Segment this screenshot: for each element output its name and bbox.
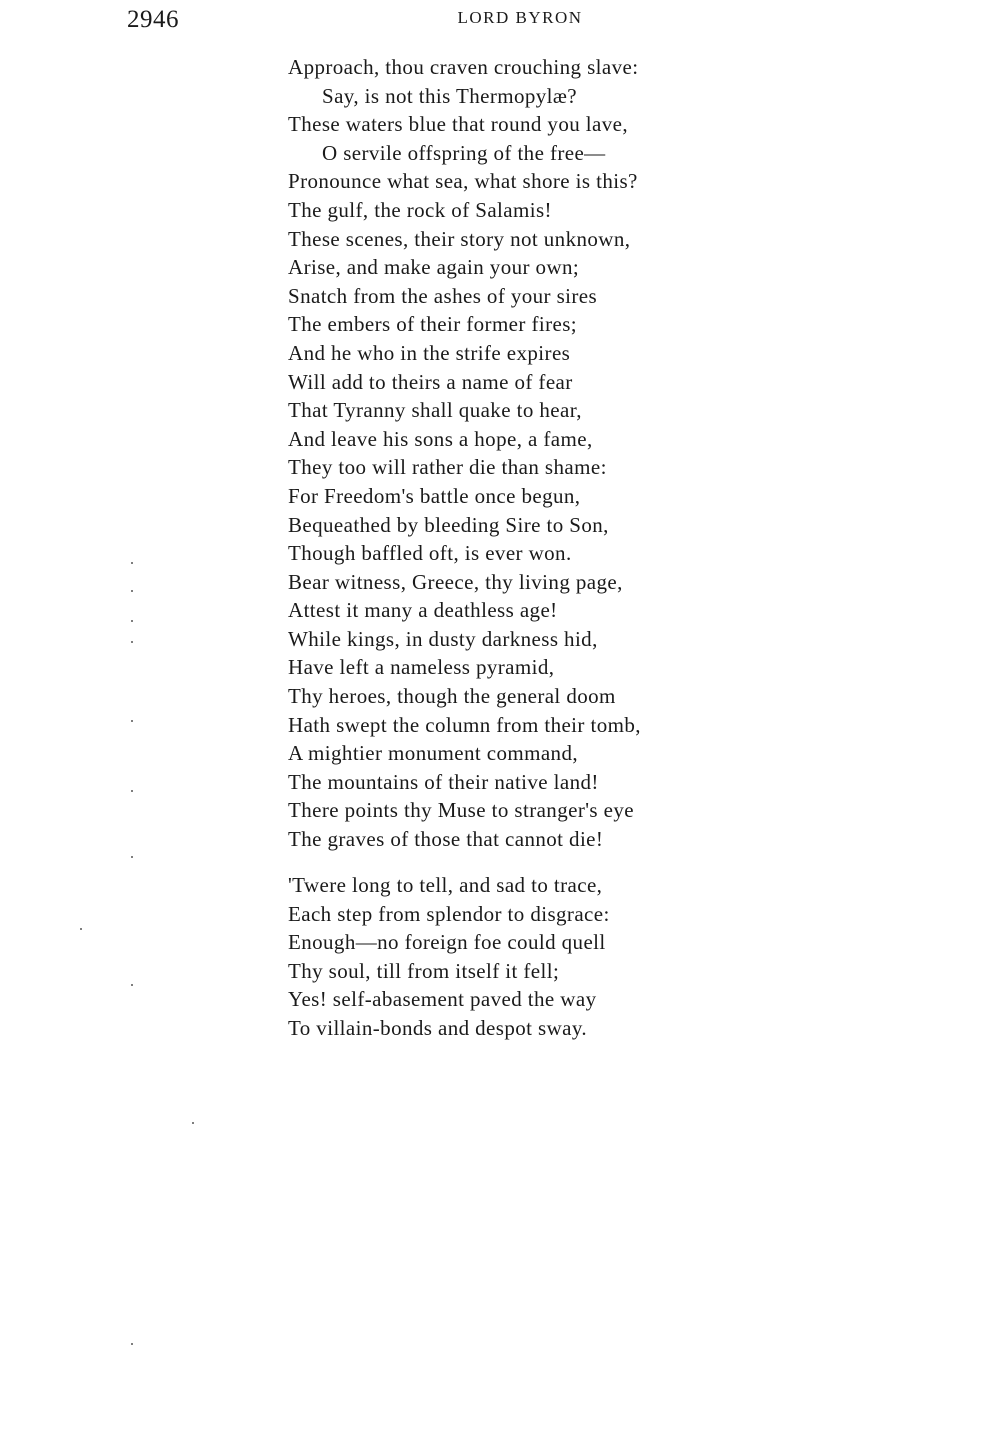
verse-line: O servile offspring of the free—	[322, 140, 606, 165]
verse-line: Bequeathed by bleeding Sire to Son,	[288, 512, 609, 537]
verse-line: These scenes, their story not unknown,	[288, 226, 631, 251]
verse-line: Snatch from the ashes of your sires	[288, 283, 598, 308]
verse-line: The mountains of their native land!	[288, 769, 599, 794]
scan-speck	[131, 790, 133, 792]
scan-speck	[131, 641, 133, 643]
running-head: LORD BYRON	[457, 8, 583, 27]
verse-line: These waters blue that round you lave,	[288, 112, 629, 137]
verse-line: Will add to theirs a name of fear	[288, 369, 573, 394]
verse-line: That Tyranny shall quake to hear,	[288, 398, 582, 423]
scan-speck	[131, 856, 133, 858]
verse-line: Attest it many a deathless age!	[288, 598, 558, 623]
verse-line: Thy soul, till from itself it fell;	[288, 958, 560, 983]
scan-speck	[192, 1122, 194, 1124]
scan-speck	[131, 590, 133, 592]
scan-speck	[131, 984, 133, 986]
verse-line: Yes! self-abasement paved the way	[288, 987, 597, 1012]
scan-speck	[80, 928, 82, 930]
verse-line: 'Twere long to tell, and sad to trace,	[288, 873, 603, 897]
stanza-1	[288, 53, 641, 854]
verse-line: Each step from splendor to disgrace:	[288, 901, 610, 926]
scan-speck	[131, 720, 133, 722]
verse-line: The embers of their former fires;	[288, 312, 577, 337]
verse-line: Say, is not this Thermopylæ?	[322, 83, 578, 108]
verse-line: Thy heroes, though the general doom	[288, 684, 616, 709]
scan-speck	[131, 1343, 133, 1345]
page-number: 2946	[127, 6, 179, 33]
verse-line: And he who in the strife expires	[288, 340, 571, 365]
verse-line: And leave his sons a hope, a fame,	[288, 426, 593, 451]
verse-line: For Freedom's battle once begun,	[288, 483, 581, 508]
verse-line: Enough—no foreign foe could quell	[288, 930, 606, 955]
scan-speck	[131, 620, 133, 622]
verse-line: Bear witness, Greece, thy living page,	[288, 569, 623, 594]
verse-line: There points thy Muse to stranger's eye	[288, 798, 634, 823]
verse-line: Have left a nameless pyramid,	[288, 655, 555, 680]
verse-line: The gulf, the rock of Salamis!	[288, 197, 552, 222]
verse-line: Though baffled oft, is ever won.	[288, 541, 572, 566]
verse-line: While kings, in dusty darkness hid,	[288, 626, 598, 651]
stanza-2	[288, 871, 610, 1043]
verse-line: Arise, and make again your own;	[288, 255, 580, 280]
scan-speck	[131, 562, 133, 564]
verse-line: Pronounce what sea, what shore is this?	[288, 169, 638, 194]
verse-line: Hath swept the column from their tomb,	[288, 712, 641, 737]
verse-line: They too will rather die than shame:	[288, 455, 607, 480]
verse-line: The graves of those that cannot die!	[288, 827, 604, 852]
verse-line: A mightier monument command,	[288, 741, 578, 766]
verse-line: Approach, thou craven crouching slave:	[288, 55, 639, 79]
verse-line: To villain-bonds and despot sway.	[288, 1015, 588, 1040]
